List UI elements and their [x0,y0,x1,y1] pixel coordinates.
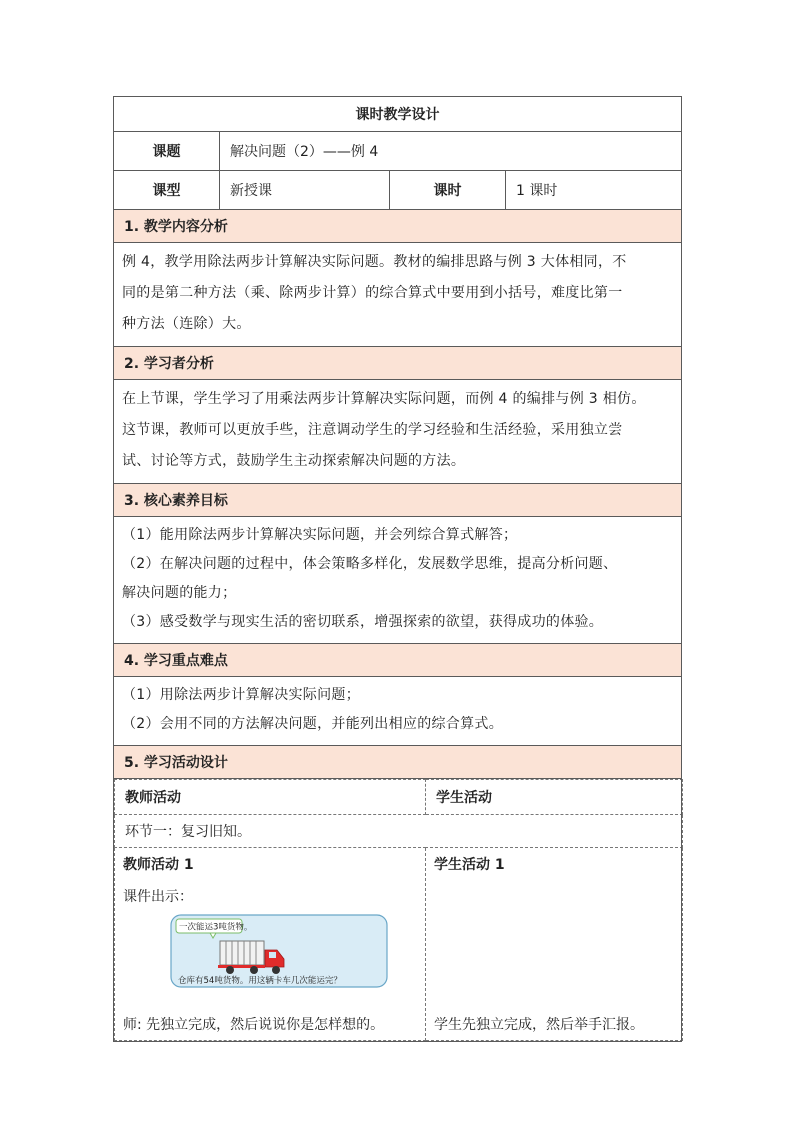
section-heading-learner-analysis: 2. 学习者分析 [114,347,682,380]
teacher-instruction: 师: 先独立完成，然后说说你是怎样想的。 [123,1017,385,1033]
lesson-type-value: 新授课 [220,171,390,210]
text-line: 种方法（连除）大。 [122,316,251,332]
text-line: 例 4，教学用除法两步计算解决实际问题。教材的编排思路与例 3 大体相同，不 [122,254,627,270]
teacher-activity-cell [115,848,426,1041]
section-heading-activity-design: 5. 学习活动设计 [114,746,682,779]
lesson-plan-table [113,96,682,1042]
topic-label: 课题 [114,132,220,171]
speech-bubble-text: 一次能运3吨货物。 [179,922,253,933]
core-goals-list [114,517,682,644]
activity-table [114,779,683,1041]
section-heading-core-goals: 3. 核心素养目标 [114,484,682,517]
text-line: 在上节课，学生学习了用乘法两步计算解决实际问题，而例 4 的编排与例 3 相仿。 [122,391,646,407]
list-item: （2）在解决问题的过程中，体会策略多样化，发展数学思维，提高分析问题、 [122,556,618,572]
class-hours-value: 1 课时 [506,171,682,210]
activity-container [114,779,682,1042]
key-points-list [114,677,682,746]
truck-problem-illustration [170,914,388,988]
text-line: 试、讨论等方式，鼓励学生主动探索解决问题的方法。 [122,453,466,469]
list-item: （1）用除法两步计算解决实际问题； [122,687,361,703]
teacher-activity-header: 教师活动 [115,780,426,815]
list-item: （3）感受数学与现实生活的密切联系，增强探索的欲望，获得成功的体验。 [122,614,604,630]
content-analysis-text [114,243,682,347]
lesson-type-label: 课型 [114,171,220,210]
list-item: （2）会用不同的方法解决问题，并能列出相应的综合算式。 [122,716,504,732]
section-heading-content-analysis: 1. 教学内容分析 [114,210,682,243]
student-activity-header: 学生活动 [426,780,683,815]
text-line: 这节课，教师可以更放手些，注意调动学生的学习经验和生活经验，采用独立尝 [122,422,623,438]
learner-analysis-text [114,380,682,484]
topic-value: 解决问题（2）——例 4 [220,132,682,171]
section-heading-key-points: 4. 学习重点难点 [114,644,682,677]
illustration-question: 仓库有54吨货物。用这辆卡车几次能运完？ [178,976,342,986]
student-response: 学生先独立完成，然后举手汇报。 [434,1017,644,1033]
list-item: 解决问题的能力； [122,585,237,601]
student-activity-cell [426,848,683,1041]
courseware-label: 课件出示： [123,889,193,905]
student-activity-title: 学生活动 1 [434,857,505,873]
lesson-plan-document [113,96,681,1042]
class-hours-label: 课时 [390,171,506,210]
step-one-label: 环节一：复习旧知。 [115,815,683,848]
text-line: 同的是第二种方法（乘、除两步计算）的综合算式中要用到小括号，难度比第一 [122,285,623,301]
teacher-activity-title: 教师活动 1 [123,857,194,873]
list-item: （1）能用除法两步计算解决实际问题，并会列综合算式解答； [122,527,518,543]
document-title: 课时教学设计 [114,97,682,132]
